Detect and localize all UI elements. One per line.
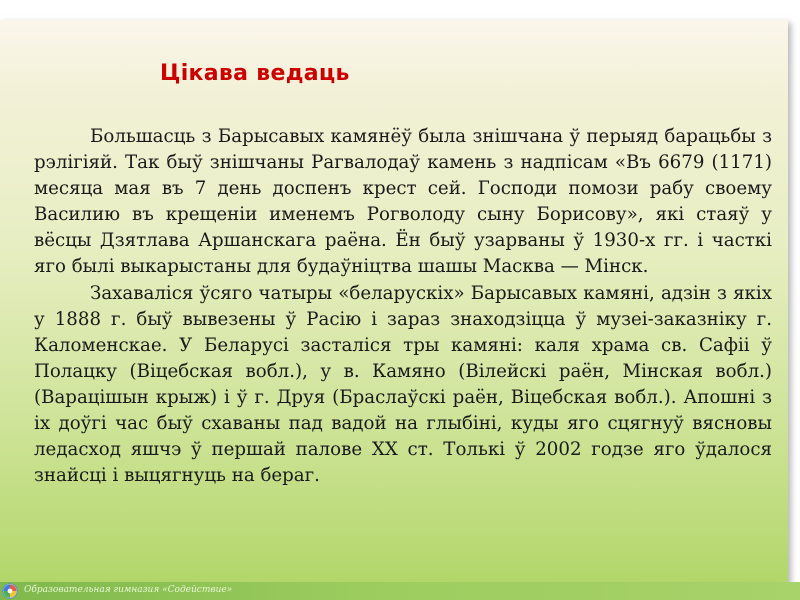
footer-text: Образовательная гимназия «Содействие» bbox=[24, 585, 233, 595]
paragraph-2: Захаваліся ўсяго чатыры «беларускіх» Барысавых камяні, адзін з якіх у 1888 г. быў вывезены ў Расію і зараз знаходзіцца ў музеі-заказніку г. Каломенскае. У Беларусі засталіся тры камяні: каля храма св. Сафіі ў Полацку (Віцебская вобл.), у в. Камяно (Вілейскі раён, Мінская вобл.) (Варацішын крыж) і ў г. Друя (Браслаўскі раён, Віцебская вобл.). Апошні з іх доўгі час быў схаваны пад вадой на глыбіні, куды яго сцягнуў вясновы ледасход яшчэ ў першай палове XX ст. Толькі ў 2002 годзе яго ўдалося знайсці і выцягнуць на бераг. bbox=[34, 282, 772, 487]
paragraph-1: Большасць з Барысавых камянёў была знішчана ў перыяд барацьбы з рэлігіяй. Так быў знішчаны Рагвалодаў камень з надпісам «Въ 6679 (1171) месяца мая въ 7 день доспенъ крест сей. Господи помози рабу своему Василию въ крещеніи именемъ Рогволоду сыну Борисову», які стаяў у вёсцы Дзятлава Аршанскага раёна. Ён быў узарваны ў 1930-х гг. і часткі яго былі выкарыстаны для будаўніцтва шашы Масква — Мінск. bbox=[34, 126, 772, 278]
slide-body bbox=[34, 124, 772, 489]
content-panel bbox=[0, 20, 788, 586]
slide-title: Цікава ведаць bbox=[160, 61, 350, 86]
school-logo-icon bbox=[2, 583, 18, 599]
footer-bar bbox=[0, 582, 800, 600]
